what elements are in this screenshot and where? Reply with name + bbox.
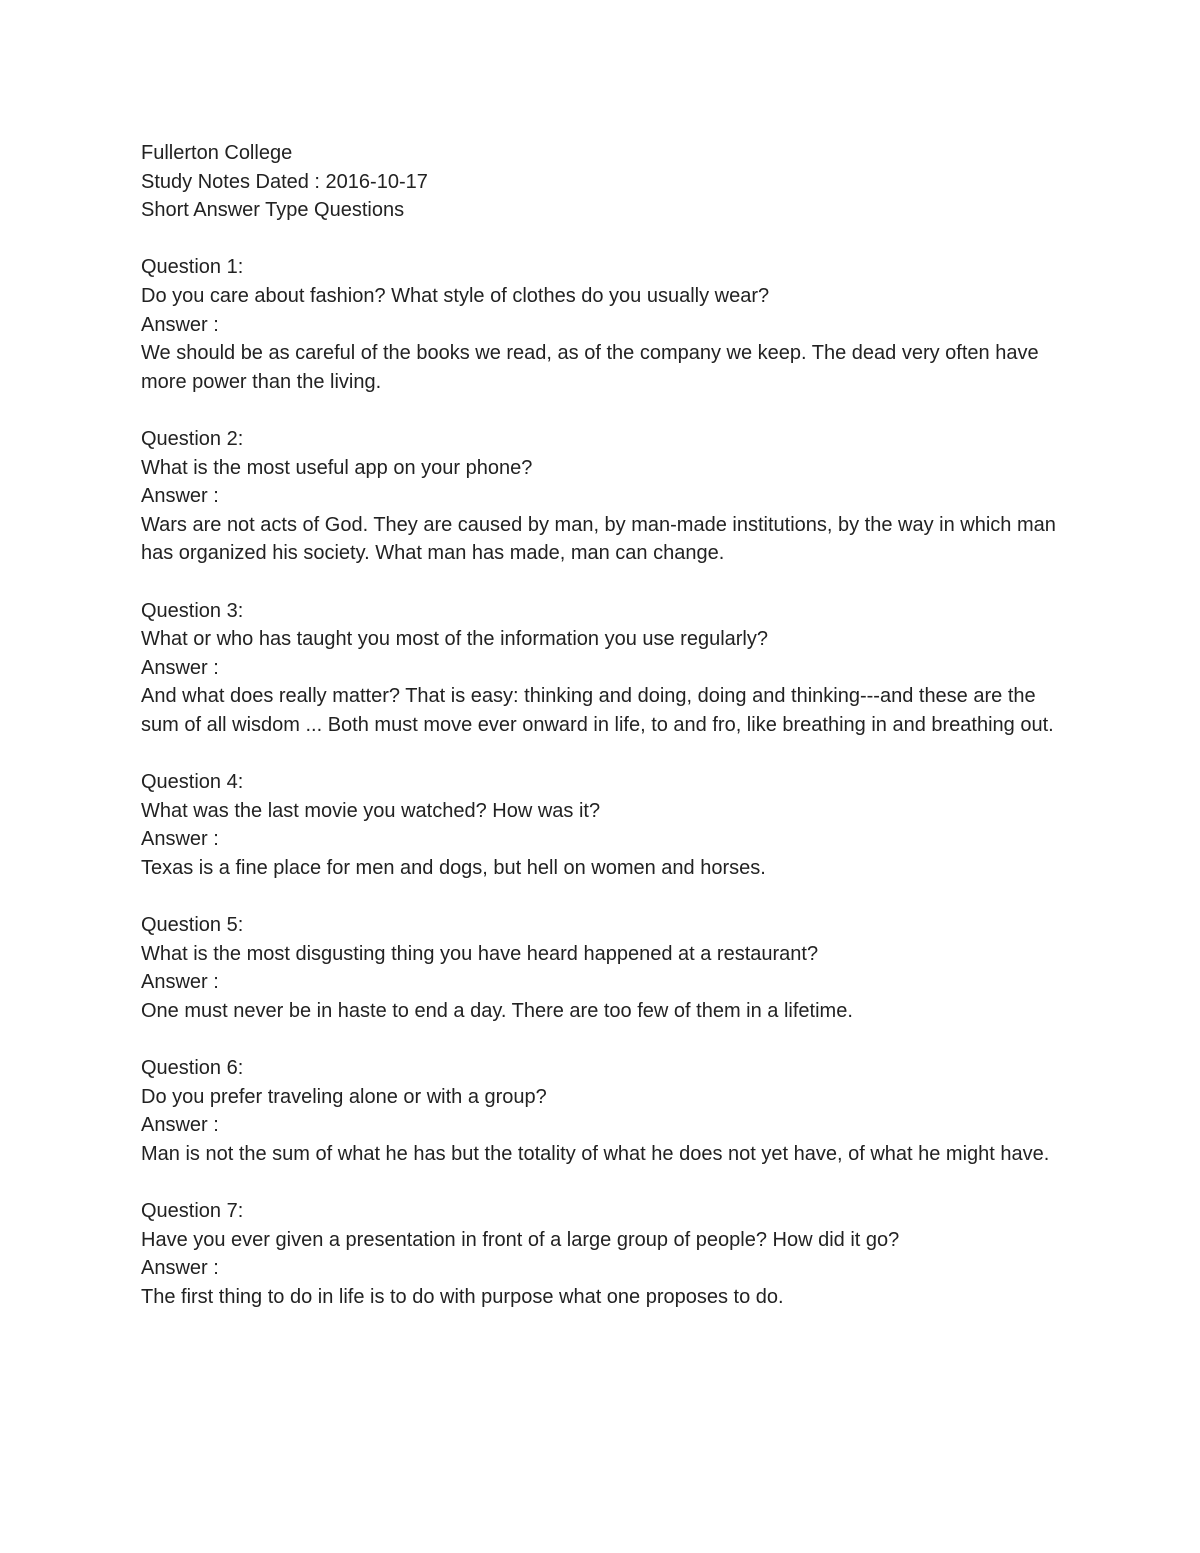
- question-text: What was the last movie you watched? How was it?: [141, 799, 601, 822]
- answer-label: Answer :: [141, 1257, 219, 1280]
- question-block-6: [141, 1054, 1071, 1168]
- question-text: Do you care about fashion? What style of clothes do you usually wear?: [141, 284, 770, 307]
- question-text: What or who has taught you most of the information you use regularly?: [141, 628, 769, 651]
- question-block-7: [141, 1197, 1071, 1311]
- answer-text: One must never be in haste to end a day. There are too few of them in a lifetime.: [141, 999, 853, 1022]
- document-header: [141, 139, 1071, 225]
- question-block-3: [141, 597, 1071, 740]
- question-label: Question 7:: [141, 1199, 244, 1222]
- answer-label: Answer :: [141, 313, 219, 336]
- question-text: What is the most useful app on your phone?: [141, 456, 533, 479]
- answer-text: Texas is a fine place for men and dogs, but hell on women and horses.: [141, 856, 766, 879]
- spacer: [141, 225, 1071, 254]
- spacer: [141, 739, 1071, 768]
- answer-label: Answer :: [141, 1114, 219, 1137]
- question-label: Question 1:: [141, 256, 244, 279]
- document-page: [141, 139, 1071, 1311]
- answer-text: Man is not the sum of what he has but the totality of what he does not yet have, of what he might have.: [141, 1142, 1050, 1165]
- question-text: What is the most disgusting thing you have heard happened at a restaurant?: [141, 942, 819, 965]
- question-type: Short Answer Type Questions: [141, 199, 405, 222]
- answer-label: Answer :: [141, 485, 219, 508]
- question-block-2: [141, 425, 1071, 568]
- question-block-1: [141, 253, 1071, 396]
- college-name: Fullerton College: [141, 142, 293, 164]
- answer-text: Wars are not acts of God. They are caused by man, by man-made institutions, by the way in which man has organized his society. What man has made, man can change.: [141, 513, 1056, 565]
- question-label: Question 3:: [141, 599, 244, 622]
- answer-label: Answer :: [141, 971, 219, 994]
- question-block-5: [141, 911, 1071, 1025]
- question-text: Have you ever given a presentation in front of a large group of people? How did it go?: [141, 1228, 900, 1251]
- spacer: [141, 1025, 1071, 1054]
- question-label: Question 5:: [141, 914, 244, 937]
- answer-label: Answer :: [141, 656, 219, 679]
- spacer: [141, 568, 1071, 597]
- answer-label: Answer :: [141, 828, 219, 851]
- answer-text: The first thing to do in life is to do with purpose what one proposes to do.: [141, 1285, 784, 1308]
- spacer: [141, 1168, 1071, 1197]
- question-block-4: [141, 768, 1071, 882]
- question-label: Question 4:: [141, 771, 244, 794]
- notes-date: Study Notes Dated : 2016-10-17: [141, 170, 428, 193]
- answer-text: And what does really matter? That is easy: thinking and doing, doing and thinking---and these are the sum of all wisdom ... Both must move ever onward in life, to and fro, like breathing in and breathing out.: [141, 685, 1054, 736]
- question-text: Do you prefer traveling alone or with a group?: [141, 1085, 547, 1108]
- answer-text: We should be as careful of the books we read, as of the company we keep. The dead very often have more power than the living.: [141, 342, 1039, 393]
- spacer: [141, 396, 1071, 425]
- spacer: [141, 882, 1071, 911]
- question-label: Question 2:: [141, 427, 244, 450]
- question-label: Question 6:: [141, 1057, 244, 1079]
